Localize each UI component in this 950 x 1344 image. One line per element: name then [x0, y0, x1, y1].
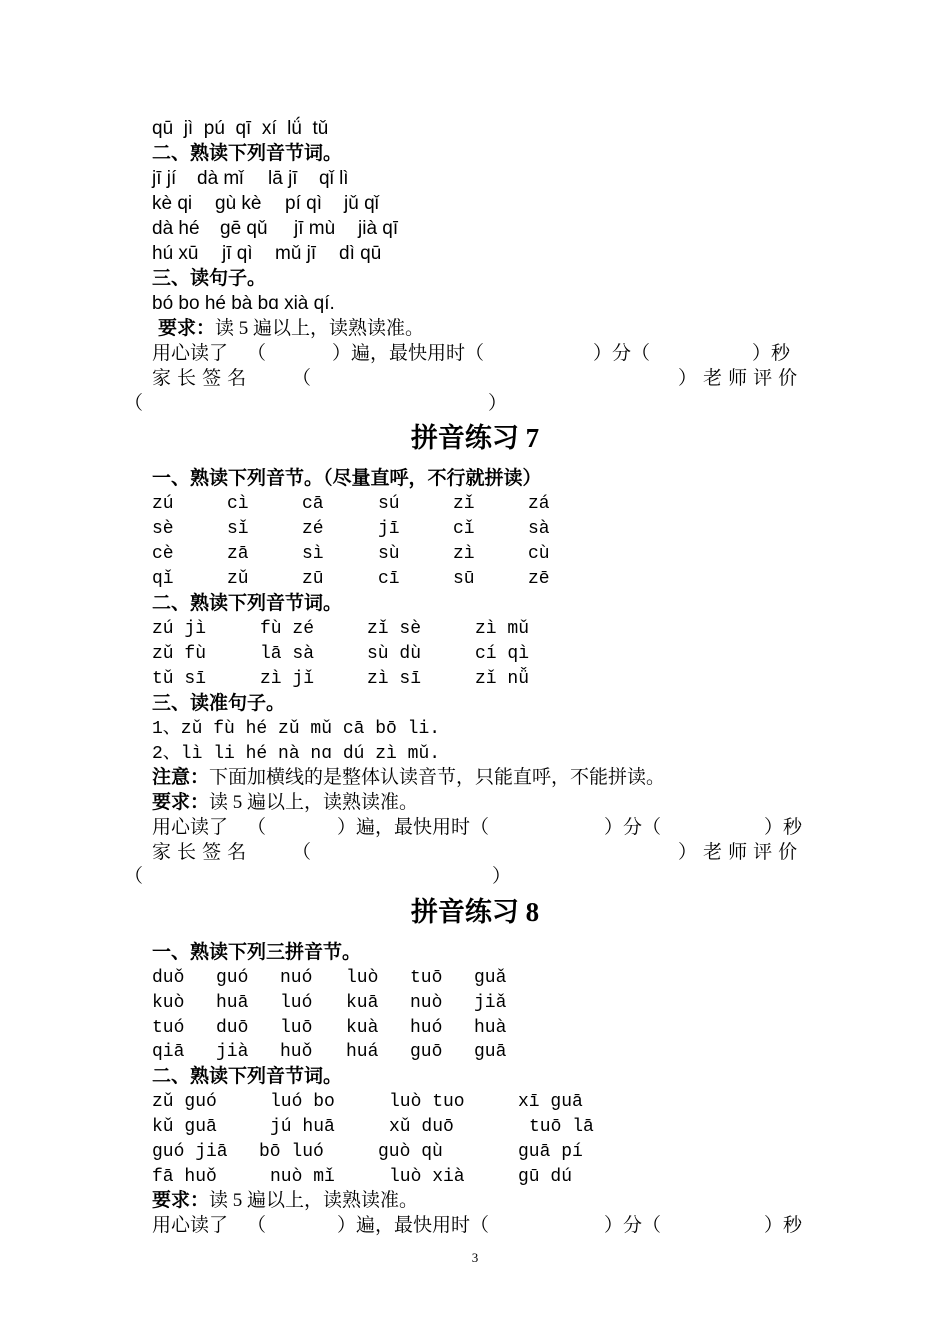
syllable-cell: zǔ — [227, 569, 249, 589]
word-cell: lā jī — [268, 168, 298, 189]
page-number: 3 — [471, 1250, 479, 1265]
syllable-cell: zǐ — [453, 494, 475, 514]
syllable-cell: zá — [528, 494, 550, 514]
word-cell: dà mǐ — [197, 168, 244, 189]
word-cell: jǔ qǐ — [344, 193, 379, 214]
word-cell: xǔ duō — [389, 1117, 454, 1137]
sentence-line: 1、zǔ fù hé zǔ mǔ cā bō li. — [152, 719, 441, 739]
requirement-label: 要求： — [158, 318, 216, 339]
syllable-cell: kuà — [346, 1018, 379, 1038]
syllable-cell: nuó — [280, 968, 313, 988]
record-text: ）分（ — [604, 816, 662, 838]
syllable-cell: jī — [378, 519, 400, 539]
word-cell: sù dù — [367, 644, 422, 664]
record-text: 用心读了 — [152, 342, 229, 364]
signature-paren: （ — [292, 367, 312, 389]
word-cell: zì sī — [367, 669, 422, 689]
syllable-cell: luō — [280, 1018, 313, 1038]
record-text: ）分（ — [593, 342, 651, 364]
word-cell: kǔ guā — [152, 1117, 217, 1137]
syllable-cell: guā — [474, 1042, 507, 1062]
syllable-cell: sū — [453, 569, 475, 589]
record-text: ）遍，最快用时（ — [337, 816, 490, 838]
sentence-line: bó bo hé bà bɑ xià qí. — [152, 293, 335, 314]
requirement-text: 读 5 遍以上，读熟读准。 — [215, 318, 425, 339]
syllable-line: qū jì pú qī xí lǘ tǔ — [152, 118, 329, 139]
syllable-cell: cè — [152, 544, 174, 564]
requirement-label: 要求： — [152, 792, 210, 813]
word-cell: zì mǔ — [475, 619, 530, 639]
syllable-cell: sú — [378, 494, 400, 514]
word-cell: guó jiā — [152, 1142, 228, 1162]
record-text: ）秒 — [764, 816, 803, 838]
syllable-cell: tuó — [152, 1018, 185, 1038]
requirement-text: 读 5 遍以上，读熟读准。 — [209, 792, 419, 813]
syllable-cell: kuā — [346, 993, 379, 1013]
word-cell: jī jí — [152, 168, 177, 189]
syllable-cell: qiā — [152, 1042, 185, 1062]
word-cell: hú xū — [152, 243, 199, 264]
syllable-cell: zū — [302, 569, 324, 589]
syllable-cell: cī — [378, 569, 400, 589]
record-text: ）遍，最快用时（ — [337, 1214, 490, 1236]
record-text: ）秒 — [752, 342, 791, 364]
syllable-cell: cǐ — [453, 519, 475, 539]
word-cell: qǐ lì — [319, 168, 349, 189]
syllable-cell: tuō — [410, 968, 443, 988]
word-cell: fù zé — [260, 619, 315, 639]
word-cell: fā huǒ — [152, 1167, 217, 1187]
teacher-eval-label: ） 老 师 评 价 — [678, 841, 798, 863]
syllable-cell: zé — [302, 519, 324, 539]
syllable-cell: guō — [410, 1042, 443, 1062]
word-cell: luò xià — [389, 1167, 465, 1187]
word-cell: jī qì — [222, 243, 253, 264]
requirement-text: 读 5 遍以上，读熟读准。 — [209, 1190, 419, 1211]
syllable-cell: zú — [152, 494, 174, 514]
signature-paren: （ — [292, 841, 312, 863]
syllable-cell: sì — [302, 544, 324, 564]
word-cell: luò tuo — [389, 1092, 465, 1112]
word-cell: xī guā — [518, 1092, 583, 1112]
syllable-cell: luó — [280, 993, 313, 1013]
syllable-cell: zì — [453, 544, 475, 564]
record-text: 用心读了 — [152, 816, 229, 838]
record-text: 用心读了 — [152, 1214, 229, 1236]
teacher-eval-label: ） 老 师 评 价 — [678, 367, 798, 389]
syllable-cell: guó — [216, 968, 249, 988]
syllable-cell: guǎ — [474, 968, 507, 988]
word-cell: zǔ fù — [152, 644, 207, 664]
section-heading: 二、熟读下列音节词。 — [152, 143, 343, 164]
record-paren: （ — [247, 342, 267, 364]
signature-label: 家 长 签 名 — [152, 367, 247, 389]
syllable-cell: jià — [216, 1042, 249, 1062]
word-cell: lā sà — [260, 644, 315, 664]
syllable-cell: zē — [528, 569, 550, 589]
section-heading: 三、读准句子。 — [152, 693, 286, 714]
word-cell: gū dú — [518, 1167, 573, 1187]
word-cell: jià qī — [358, 218, 399, 239]
syllable-cell: luò — [346, 968, 379, 988]
word-cell: zú jì — [152, 619, 207, 639]
syllable-cell: cā — [302, 494, 324, 514]
record-text: ）遍，最快用时（ — [332, 342, 485, 364]
eval-paren: （ — [124, 865, 144, 887]
syllable-cell: huó — [410, 1018, 443, 1038]
section-heading: 一、熟读下列三拼音节。 — [152, 942, 362, 963]
lesson-title: 拼音练习 7 — [410, 423, 540, 453]
syllable-cell: jiǎ — [474, 993, 507, 1013]
syllable-cell: duǒ — [152, 968, 185, 988]
syllable-cell: qǐ — [152, 569, 174, 589]
sentence-line: 2、lì li hé nà nɑ dú zì mǔ. — [152, 744, 441, 764]
section-heading: 一、熟读下列音节。（尽量直呼，不行就拼读） — [152, 468, 542, 489]
syllable-cell: zā — [227, 544, 249, 564]
section-heading: 二、熟读下列音节词。 — [152, 1066, 343, 1087]
lesson-title: 拼音练习 8 — [410, 897, 540, 927]
section-heading: 二、熟读下列音节词。 — [152, 593, 343, 614]
eval-paren: ） — [488, 392, 508, 414]
syllable-cell: kuò — [152, 993, 185, 1013]
syllable-cell: huā — [216, 993, 249, 1013]
note-line — [152, 768, 665, 787]
word-cell: zǐ sè — [367, 619, 422, 639]
note-text: 下面加横线的是整体认读音节，只能直呼，不能拼读。 — [209, 767, 666, 788]
record-paren: （ — [247, 1214, 267, 1236]
word-cell: zǐ nǚ — [475, 669, 530, 689]
word-cell: zì jǐ — [260, 669, 315, 689]
word-cell: ɡù kè — [215, 193, 262, 214]
syllable-cell: sǐ — [227, 519, 249, 539]
word-cell: zǔ guó — [152, 1092, 217, 1112]
syllable-cell: duō — [216, 1018, 249, 1038]
syllable-cell: sà — [528, 519, 550, 539]
eval-paren: （ — [124, 392, 144, 414]
record-paren: （ — [247, 816, 267, 838]
note-label: 注意： — [152, 767, 210, 788]
word-cell: nuò mǐ — [270, 1167, 335, 1187]
word-cell: bō luó — [259, 1142, 324, 1162]
requirement-line — [158, 319, 424, 338]
signature-label: 家 长 签 名 — [152, 841, 247, 863]
syllable-cell: cì — [227, 494, 249, 514]
record-text: ）秒 — [764, 1214, 803, 1236]
section-heading: 三、读句子。 — [152, 268, 267, 289]
word-cell: guò qù — [378, 1142, 443, 1162]
word-cell: mǔ jī — [275, 243, 317, 264]
requirement-line — [152, 1191, 418, 1210]
word-cell: jú huā — [270, 1117, 335, 1137]
syllable-cell: sù — [378, 544, 400, 564]
word-cell: tǔ sī — [152, 669, 207, 689]
requirement-label: 要求： — [152, 1190, 210, 1211]
word-cell: kè qi — [152, 193, 193, 214]
syllable-cell: huǒ — [280, 1042, 313, 1062]
syllable-cell: nuò — [410, 993, 443, 1013]
eval-paren: ） — [492, 865, 512, 887]
syllable-cell: sè — [152, 519, 174, 539]
word-cell: ɡē qǔ — [220, 218, 268, 239]
word-cell: jī mù — [294, 218, 336, 239]
syllable-cell: huá — [346, 1042, 379, 1062]
syllable-cell: huà — [474, 1018, 507, 1038]
word-cell: cí qì — [475, 644, 530, 664]
word-cell: dì qū — [339, 243, 382, 264]
requirement-line — [152, 793, 418, 812]
word-cell: guā pí — [518, 1142, 583, 1162]
word-cell: luó bo — [270, 1092, 335, 1112]
word-cell: dà hé — [152, 218, 200, 239]
word-cell: tuō lā — [529, 1117, 594, 1137]
record-text: ）分（ — [604, 1214, 662, 1236]
syllable-cell: cù — [528, 544, 550, 564]
word-cell: pí qì — [285, 193, 322, 214]
